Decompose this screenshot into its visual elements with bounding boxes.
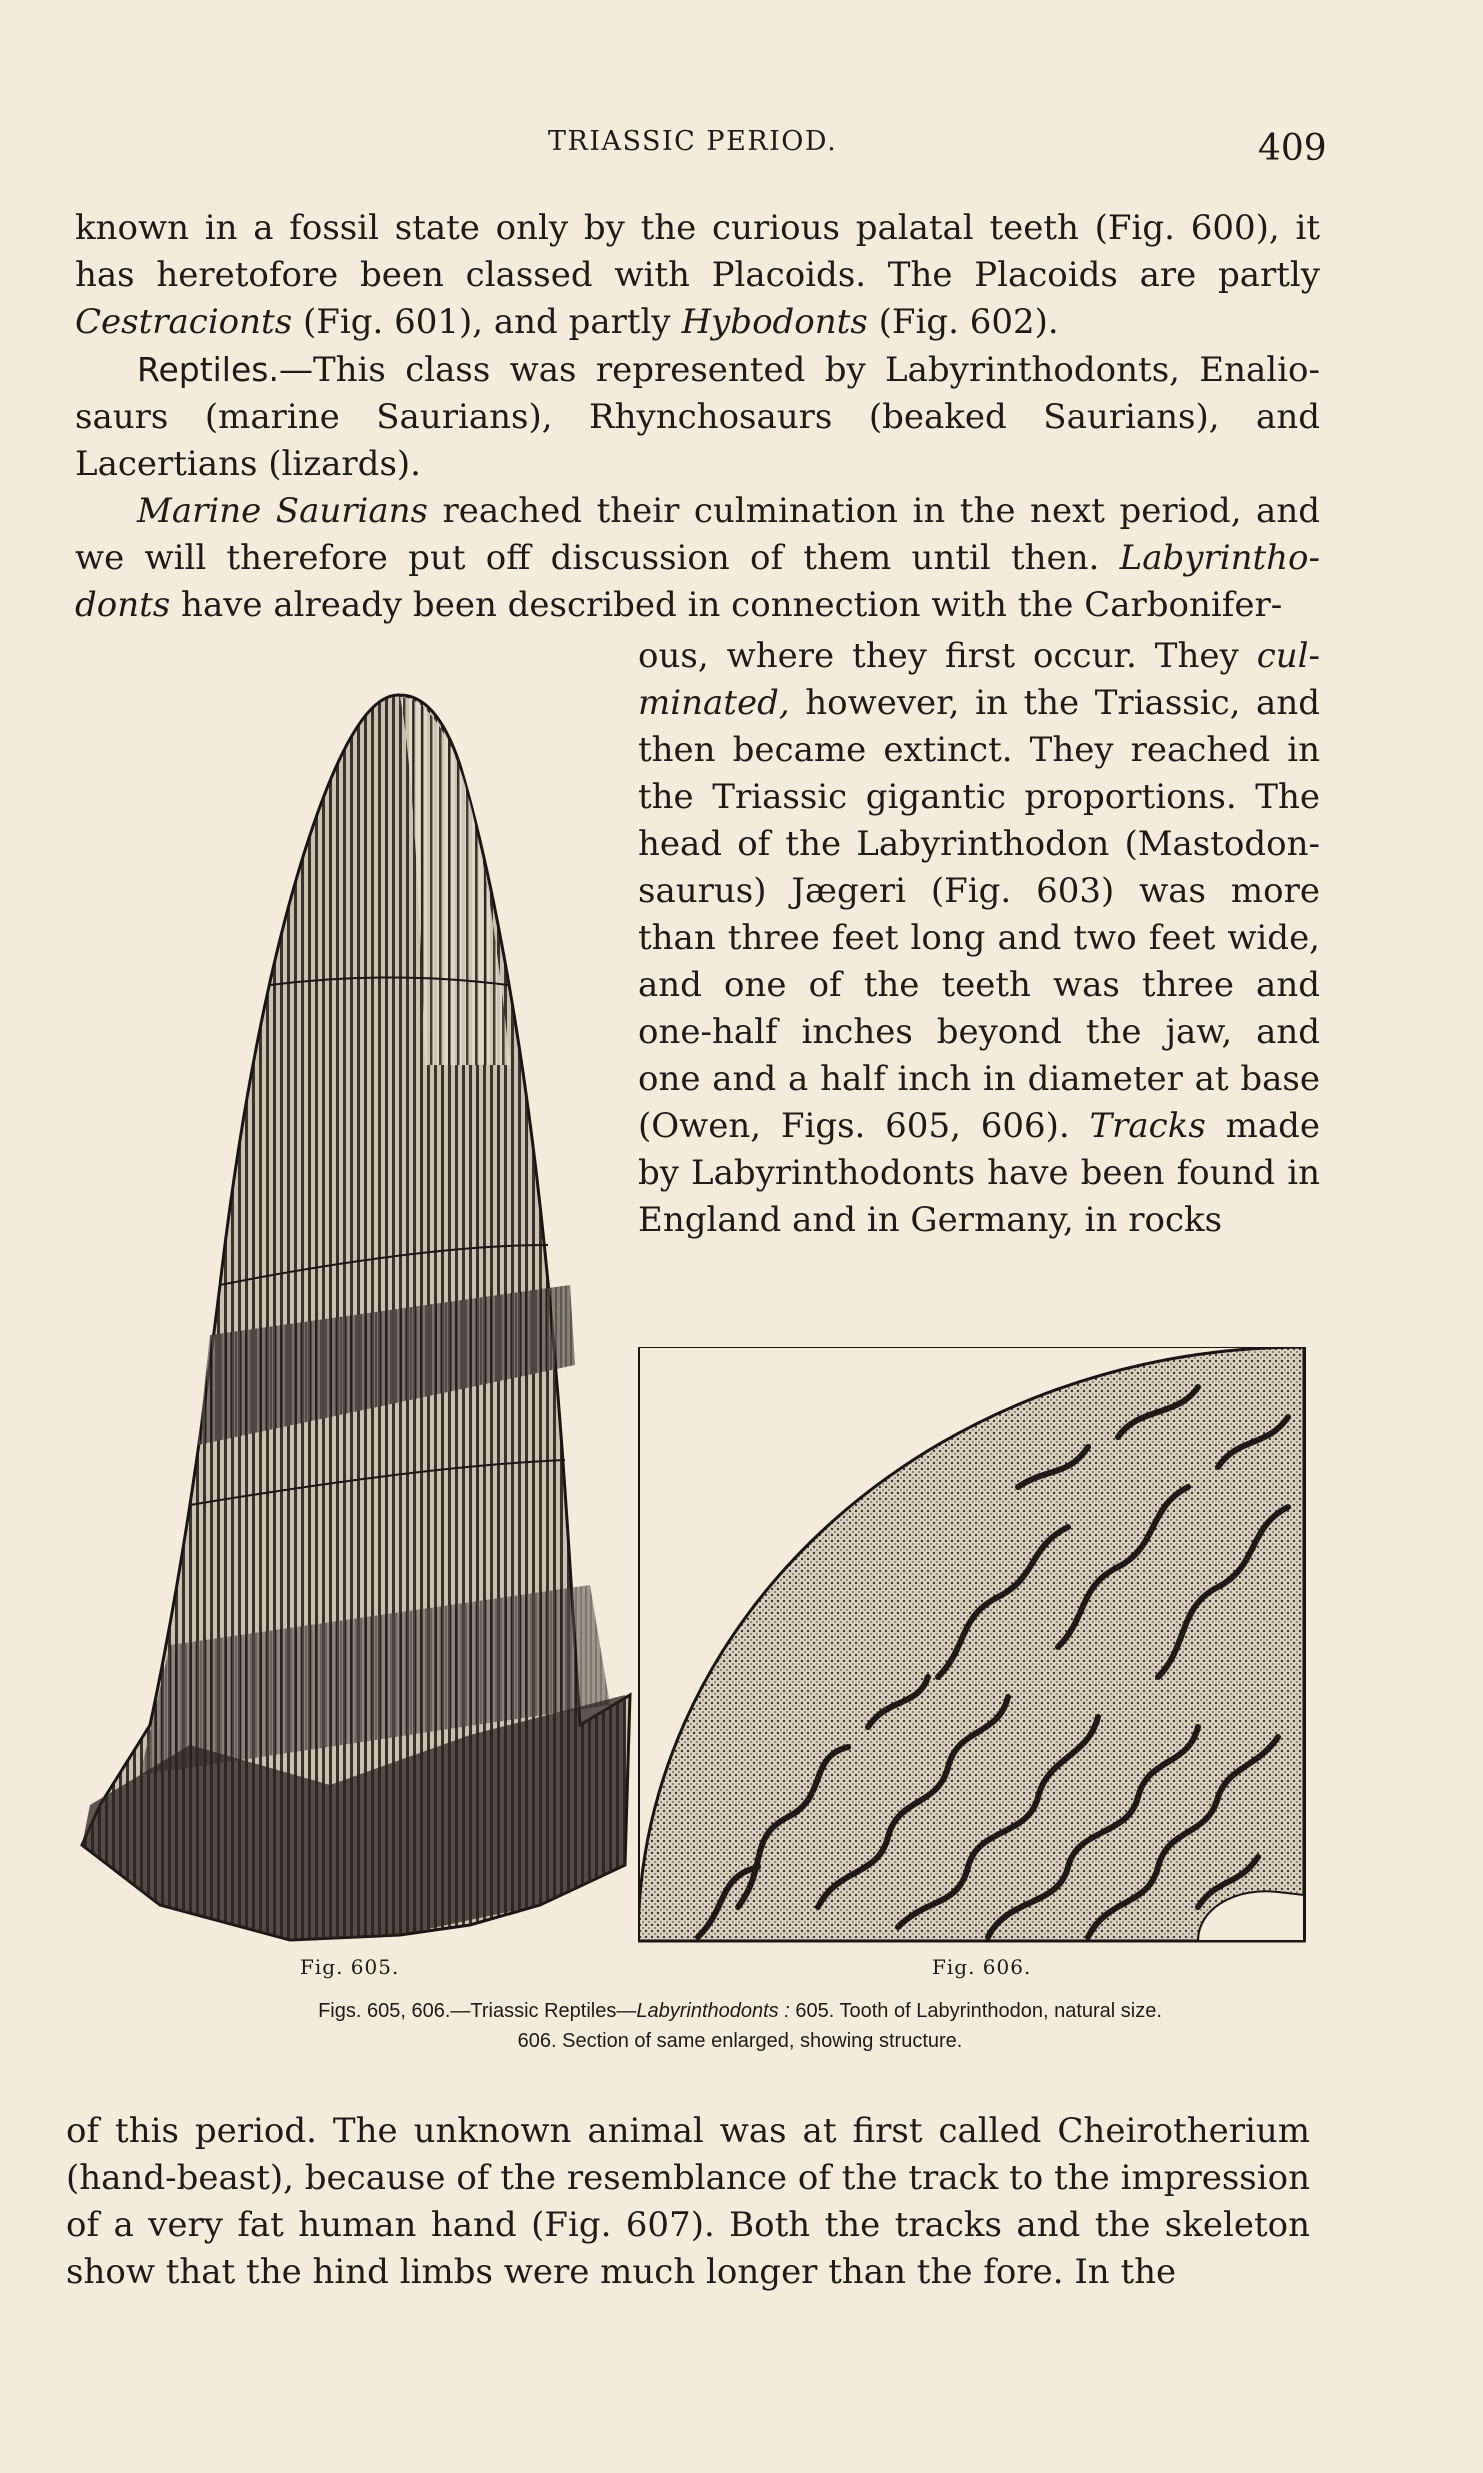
text-run: have already been described in connection with the Carbonifer- [170, 585, 1283, 625]
page-number: 409 [1258, 128, 1327, 169]
paragraph-reptiles [75, 346, 1320, 488]
text-run: Hybodonts [681, 302, 868, 342]
text-run: Tracks [1089, 1106, 1206, 1146]
fig-606-label: Fig. 606. [932, 1955, 1032, 1979]
top-text-block [75, 205, 1320, 629]
running-head: TRIASSIC PERIOD. [548, 126, 838, 157]
fig-605-label: Fig. 605. [300, 1955, 400, 1979]
tooth-section-figure [638, 1347, 1306, 1943]
tooth-engraving-figure [70, 685, 636, 1943]
paragraph-marine-saurians [75, 488, 1320, 629]
paragraph-labyrinthodonts [638, 633, 1320, 1244]
text-run: Marine Saurians [137, 491, 428, 531]
text-run: known in a fossil state only by the curious palatal teeth (Fig. 600), it has heretofore been classed with Placoids. The Placoids are partly [75, 208, 1320, 295]
text-run: (Fig. 602). [867, 302, 1059, 342]
text-run: ous, where they first occur. They [638, 636, 1257, 676]
text-run: however, in the Triassic, and then became extinct. They reached in the Triassic gigantic proportions. The head of the Labyrinthodon (Mastodon-saurus) Jægeri (Fig. 603) was more than three feet long and two feet wide, and one of the teeth was three and one-half inches beyond the jaw, and one and a half inch in diameter at base (Owen, Figs. 605, 606). [638, 683, 1320, 1146]
page-header [0, 126, 1483, 176]
text-run: —This class was represented by Labyrinthodonts, Enalio-saurs (marine Saurians), Rhynchosaurs (beaked Saurians), and Lacertians (lizards). [75, 350, 1320, 484]
bottom-text-block [66, 2108, 1310, 2296]
figure-caption [90, 1996, 1390, 2056]
text-run: (Fig. 601), and partly [292, 302, 682, 342]
paragraph-cheirotherium: of this period. The unknown animal was at first called Cheirotherium (hand-beast), because of the resemblance of the track to the impression of a very fat human hand (Fig. 607). Both the tracks and the skeleton show that the hind limbs were much longer than the fore. In the [66, 2111, 1310, 2292]
text-run: reached their culmination in the next period, and we will therefore put off discussion of them until then. [75, 491, 1320, 578]
caption-rest: 605. Tooth of Labyrinthodon, natural size. [789, 2000, 1162, 2022]
right-column-text [638, 633, 1320, 1244]
text-run: Labyrintho-donts [75, 538, 1320, 625]
text-run: cul-minated, [638, 636, 1320, 723]
caption-line-2: 606. Section of same enlarged, showing structure. [517, 2030, 963, 2052]
paragraph-fish [75, 205, 1320, 346]
text-run: Reptiles. [137, 350, 279, 389]
caption-line-1 [90, 1996, 1390, 2026]
text-run: made by Labyrinthodonts have been found in England and in Germany, in rocks [638, 1106, 1320, 1240]
text-run: Cestracionts [75, 302, 293, 342]
caption-prefix: Figs. 605, 606.—Triassic Reptiles— [318, 2000, 637, 2022]
caption-italic: Labyrinthodonts : [636, 2000, 790, 2022]
